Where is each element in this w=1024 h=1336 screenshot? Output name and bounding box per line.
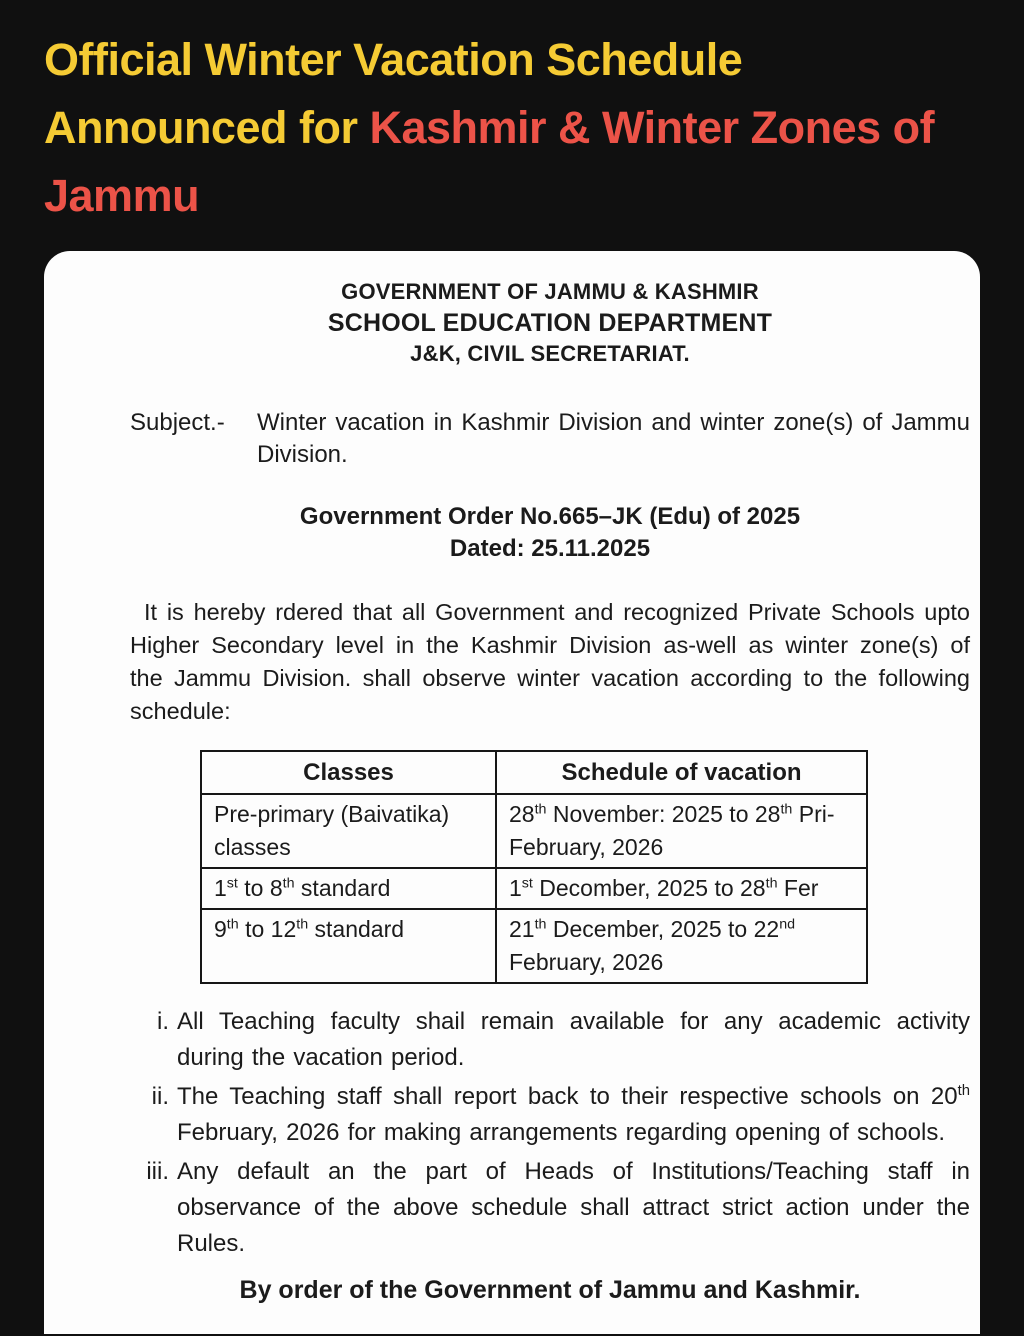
note-item [130,1154,970,1262]
org-secretariat-line: J&K, CIVIL SECRETARIAT. [410,341,690,366]
table-header-row [201,751,867,794]
table-row [201,868,867,909]
order-block [130,501,970,565]
table-row [201,909,867,983]
table-header-classes: Classes [201,751,496,794]
schedule-cell-9th-12th: 21th December, 2025 to 22nd February, 2026 [496,909,867,983]
document-card [44,251,980,1334]
note-text: All Teaching faculty shail remain available for any academic activity during the vacation period. [177,1008,970,1071]
subject-text: Winter vacation in Kashmir Division and winter zone(s) of Jammu Division. [257,409,970,468]
note-marker: iii. [146,1158,169,1185]
order-date-line: Dated: 25.11.2025 [449,535,651,562]
subject-label: Subject.- [130,409,225,436]
schedule-cell-preprimary: 28th November: 2025 to 28th Pri- February, 2026 [496,794,867,868]
body-paragraph: It is hereby rdered that all Government and recognized Private Schools upto Higher Secondary level in the Kashmir Division as-well as winter zone(s) of the Jammu Division. shall observe winter vacation according to the following schedule: [130,599,970,724]
classes-cell-9th-12th: 9th to 12th standard [201,909,496,983]
classes-cell-1st-8th: 1st to 8th standard [201,868,496,909]
headline-yellow-text: Official Winter Vacation Schedule Announced for [44,34,743,153]
notes-list [130,1004,970,1262]
note-marker: ii. [151,1083,169,1110]
org-name-line: GOVERNMENT OF JAMMU & KASHMIR [341,279,759,304]
org-header [130,277,970,369]
table-header-schedule: Schedule of vacation [496,751,867,794]
headline-red-text: Kashmir & Winter Zones of Jammu [44,102,935,221]
org-department-line: SCHOOL EDUCATION DEPARTMENT [327,309,773,337]
schedule-cell-1st-8th: 1st Decomber, 2025 to 28th Fer [496,868,867,909]
by-order-footer: By order of the Government of Jammu and Kashmir. [239,1276,861,1304]
order-number-line: Government Order No.665–JK (Edu) of 2025 [299,503,801,530]
note-text: The Teaching staff shall report back to their respective schools on 20th February, 2026 for making arrangements regarding opening of schools. [177,1083,970,1146]
table-row [201,794,867,868]
note-item [130,1004,970,1076]
note-text: Any default an the part of Heads of Institutions/Teaching staff in observance of the above schedule shall attract strict action under the Rules. [177,1158,970,1257]
note-marker: i. [157,1008,169,1035]
classes-cell-preprimary: Pre-primary (Baivatika) classes [201,794,496,868]
headline [44,26,949,230]
note-item [130,1079,970,1151]
vacation-schedule-table [200,750,868,984]
subject-row [130,407,970,471]
